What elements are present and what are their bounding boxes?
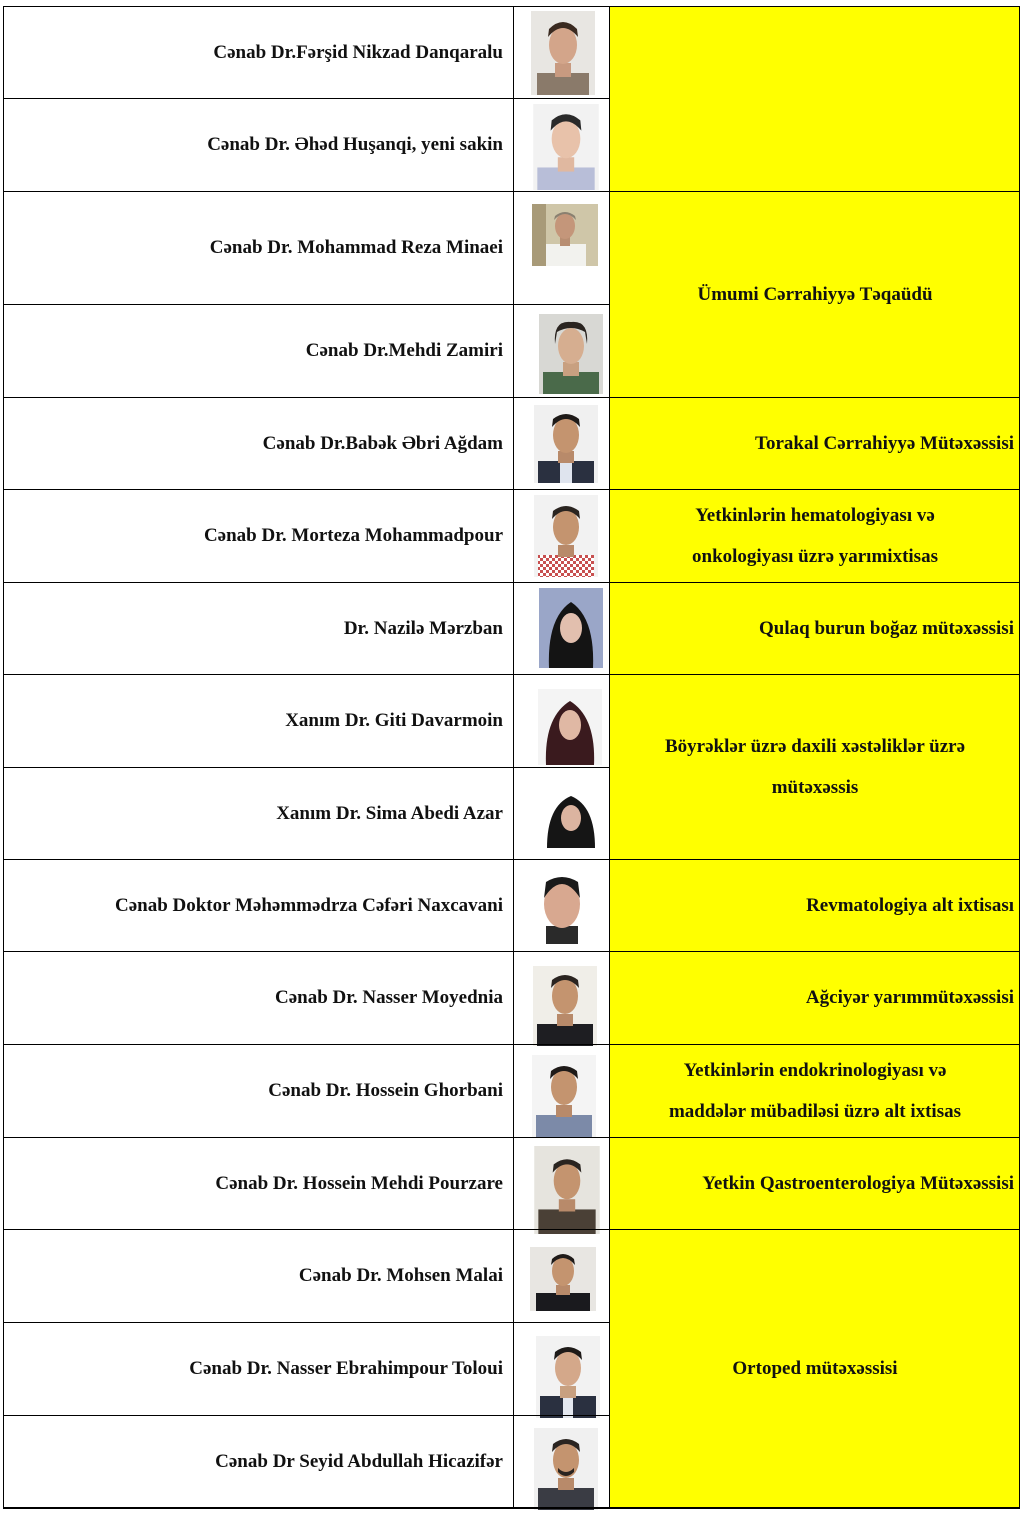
doctor-name: Cənab Dr. Morteza Mohammadpour [203,525,503,546]
doctor-name: Cənab Dr.Mehdi Zamiri [305,340,503,361]
doctor-name: Dr. Nazilə Mərzban [343,617,503,639]
specialty-ent: Qulaq burun boğaz mütəxəssisi [610,583,1020,674]
row-divider [3,674,1020,675]
specialty-gastro: Yetkin Qastroenterologiya Mütəxəssisi [610,1138,1020,1229]
row-divider [3,1044,1020,1045]
row-divider [3,859,1020,860]
doctor-photo [532,204,598,266]
doctor-photo [530,1247,596,1311]
doctor-name: Xanım Dr. Giti Davarmoin [285,710,503,731]
row-divider [3,1137,1020,1138]
doctors-table [3,6,1020,1508]
specialty-pulmonology: Ağciyər yarımmütəxəssisi [610,952,1020,1044]
doctor-name: Cənab Dr. Nasser Ebrahimpour Toloui [189,1358,503,1379]
specialty-thoracic: Torakal Cərrahiyyə Mütəxəssisi [610,398,1020,489]
doctor-photo [536,870,588,944]
row-divider [3,397,1020,398]
row-divider [3,951,1020,952]
doctor-name: Cənab Dr.Fərşid Nikzad Danqaralu [213,41,503,63]
doctor-name: Cənab Dr. Hossein Mehdi Pourzare [215,1172,503,1194]
doctor-name: Cənab Dr Seyid Abdullah Hicazifər [215,1450,503,1472]
table-border [3,6,4,1508]
doctor-name: Cənab Dr. Əhəd Huşanqi, yeni sakin [207,134,503,155]
specialty-hematology: Yetkinlərin hematologiyası və onkologiyası üzrə yarımixtisas [610,490,1020,582]
row-divider [3,767,610,768]
specialty-orthopedic: Ortoped mütəxəssisi [610,1230,1020,1507]
doctor-photo [543,788,599,848]
table-border [1019,6,1020,1508]
doctor-photo [531,11,595,95]
doctor-photo [534,405,598,483]
doctor-photo [533,495,599,577]
doctor-photo [534,1428,598,1510]
table-border [609,6,610,1508]
doctor-photo [539,314,603,394]
table-border [513,6,514,1508]
doctor-name: Cənab Doktor Məhəmmədrza Cəfəri Naxcavani [114,894,503,916]
doctor-name: Xanım Dr. Sima Abedi Azar [276,802,503,824]
row-divider [3,489,1020,490]
doctor-photo [534,1146,600,1234]
specialty-nephrology: Böyrəklər üzrə daxili xəstəliklər üzrə mütəxəssis [610,675,1020,859]
doctor-name: Cənab Dr. Mohammad Reza Minaei [209,237,503,258]
specialty-rheumatology: Revmatologiya alt ixtisası [610,860,1020,951]
row-divider [3,1229,1020,1230]
specialty-general-surgery: Ümumi Cərrahiyyə Təqaüdü [610,192,1020,397]
doctor-photo [531,1055,597,1137]
row-divider [3,98,610,99]
row-divider [3,191,1020,192]
doctor-photo [536,1336,600,1418]
doctor-name: Cənab Dr. Mohsen Malai [298,1265,503,1286]
specialty-cell-blank [610,7,1020,191]
specialty-endocrinology: Yetkinlərin endokrinologiyası və maddələr mübadiləsi üzrə alt ixtisas [610,1045,1020,1137]
row-divider [3,1507,1020,1509]
doctor-name: Cənab Dr.Babək Əbri Ağdam [262,432,503,454]
row-divider [3,1415,610,1416]
row-divider [3,6,1020,7]
doctor-photo [533,966,597,1046]
doctor-name: Cənab Dr. Hossein Ghorbani [268,1080,503,1101]
doctor-photo [539,588,603,668]
doctor-name: Cənab Dr. Nasser Moyednia [274,987,503,1008]
doctor-photo [538,689,602,765]
row-divider [3,582,1020,583]
row-divider [3,1322,610,1323]
doctor-photo [533,104,599,190]
row-divider [3,304,610,305]
